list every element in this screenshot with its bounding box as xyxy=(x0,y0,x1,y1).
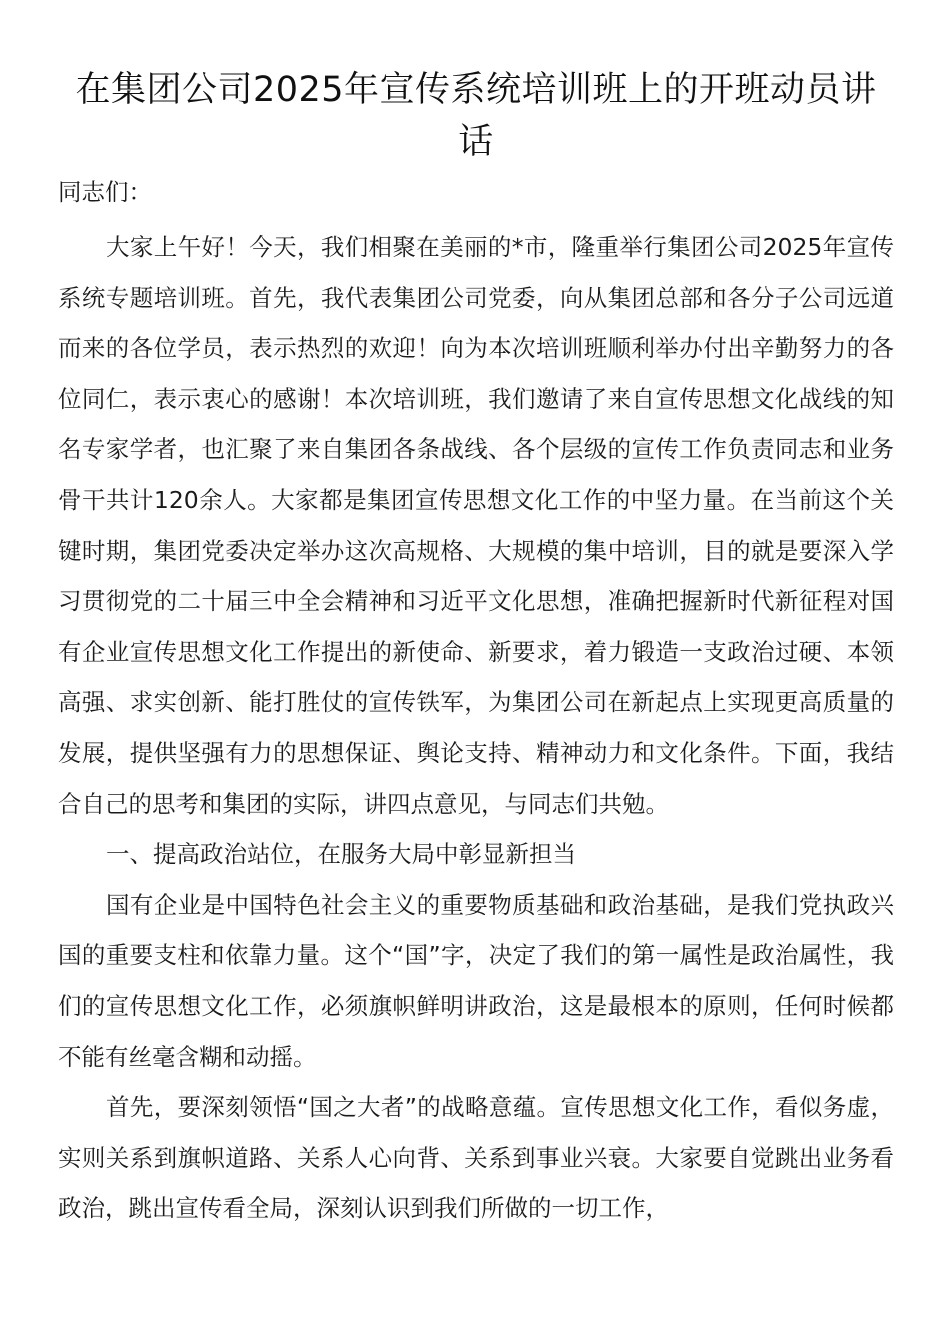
body-paragraph-opening: 大家上午好！今天，我们相聚在美丽的*市，隆重举行集团公司2025年宣传系统专题培训班。首先，我代表集团公司党委，向从集团总部和各分子公司远道而来的各位学员，表示热烈的欢迎！向为本次培训班顺利举办付出辛勤努力的各位同仁，表示衷心的感谢！本次培训班，我们邀请了来自宣传思想文化战线的知名专家学者，也汇聚了来自集团各条战线、各个层级的宣传工作负责同志和业务骨干共计120余人。大家都是集团宣传思想文化工作的中坚力量。在当前这个关键时期，集团党委决定举办这次高规格、大规模的集中培训，目的就是要深入学习贯彻党的二十届三中全会精神和习近平文化思想，准确把握新时代新征程对国有企业宣传思想文化工作提出的新使命、新要求，着力锻造一支政治过硬、本领高强、求实创新、能打胜仗的宣传铁军，为集团公司在新起点上实现更高质量的发展，提供坚强有力的思想保证、舆论支持、精神动力和文化条件。下面，我结合自己的思考和集团的实际，讲四点意见，与同志们共勉。 xyxy=(58,233,894,818)
document-title: 在集团公司2025年宣传系统培训班上的开班动员讲话 xyxy=(75,70,877,162)
body-paragraph-section-2: 首先，要深刻领悟“国之大者”的战略意蕴。宣传思想文化工作，看似务虚，实则关系到旗帜道路、关系人心向背、关系到事业兴衰。大家要自觉跳出业务看政治，跳出宣传看全局，深刻认识到我们所做的一切工作， xyxy=(58,1093,894,1223)
document-page xyxy=(58,64,894,1234)
body-paragraph-section-1: 国有企业是中国特色社会主义的重要物质基础和政治基础，是我们党执政兴国的重要支柱和依靠力量。这个“国”字，决定了我们的第一属性是政治属性，我们的宣传思想文化工作，必须旗帜鲜明讲政治，这是最根本的原则，任何时候都不能有丝毫含糊和动摇。 xyxy=(58,890,894,1071)
salutation: 同志们： xyxy=(58,178,152,206)
section-heading-1: 一、提高政治站位，在服务大局中彰显新担当 xyxy=(106,840,576,869)
